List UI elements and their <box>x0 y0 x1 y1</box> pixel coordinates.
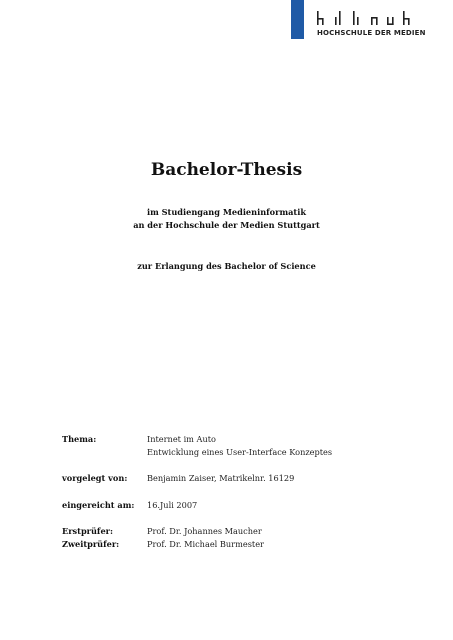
logo-accent-bar <box>291 0 304 39</box>
zweitpruefer-value: Prof. Dr. Michael Burmester <box>147 539 264 549</box>
university: an der Hochschule der Medien Stuttgart <box>133 220 320 230</box>
erstpruefer-value: Prof. Dr. Johannes Maucher <box>147 526 262 536</box>
thema-value-line2: Entwicklung eines User-Interface Konzeptes <box>147 447 333 457</box>
thema-label: Thema: <box>62 434 97 444</box>
page-title: Bachelor-Thesis <box>150 160 303 180</box>
eingereicht-value: 16.Juli 2007 <box>147 500 198 510</box>
eingereicht-label: eingereicht am: <box>62 500 135 510</box>
vorgelegt-label: vorgelegt von: <box>62 473 128 483</box>
thema-value-line1: Internet im Auto <box>147 434 216 444</box>
logo-wordmark: HOCHSCHULE DER MEDIEN <box>317 29 426 37</box>
vorgelegt-value: Benjamin Zaiser, Matrikelnr. 16129 <box>147 473 295 483</box>
hdm-logo-icon <box>317 11 411 25</box>
degree-line: zur Erlangung des Bachelor of Science <box>137 261 316 271</box>
zweitpruefer-label: Zweitprüfer: <box>62 539 120 549</box>
erstpruefer-label: Erstprüfer: <box>62 526 114 536</box>
study-program: im Studiengang Medieninformatik <box>147 207 306 217</box>
